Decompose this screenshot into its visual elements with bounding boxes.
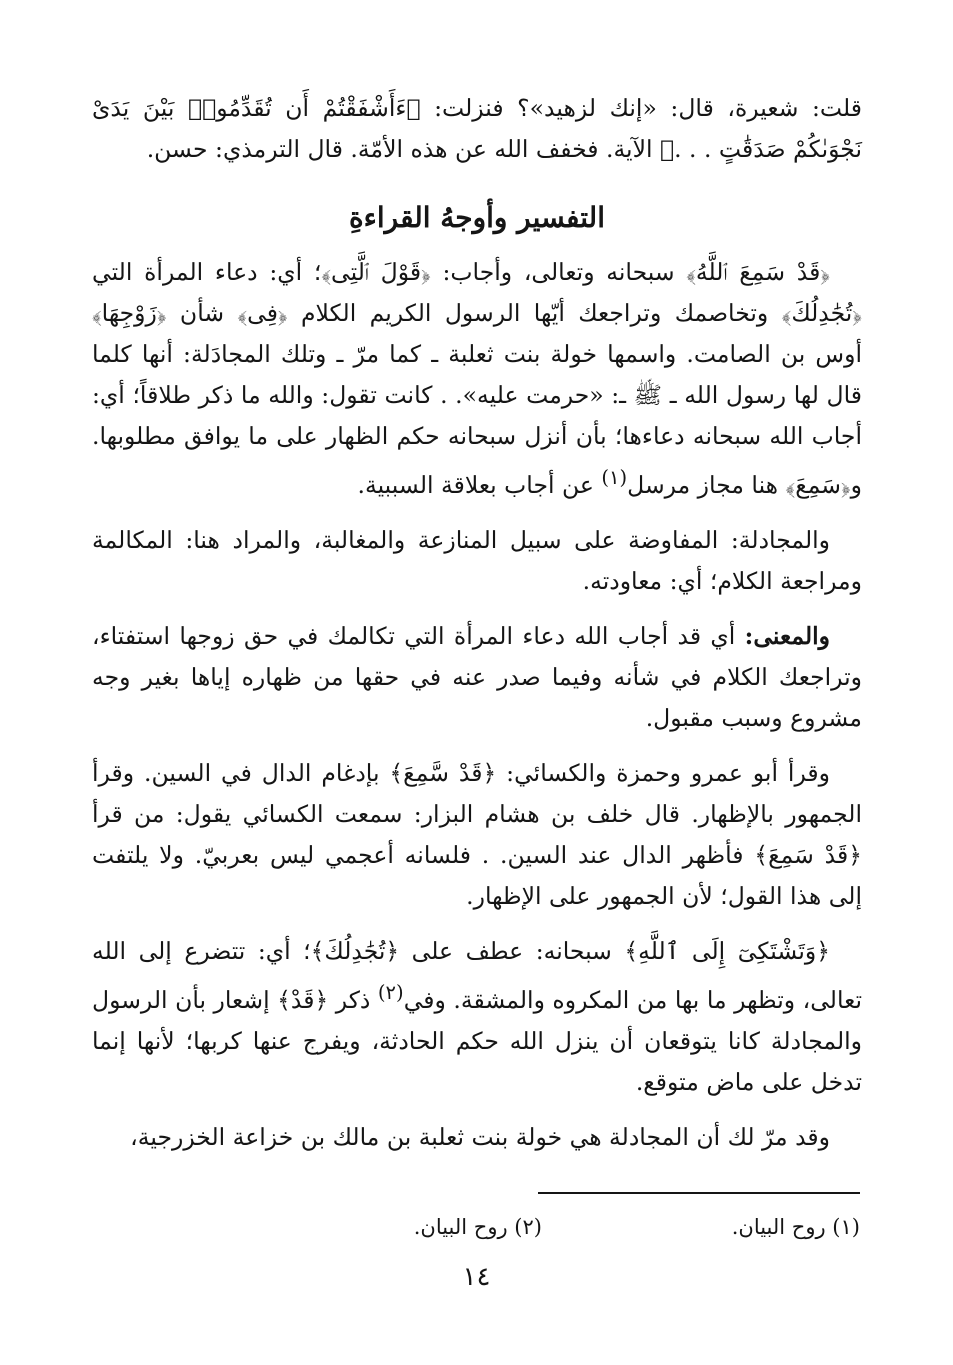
intro-paragraph: قلت: شعيرة، قال: «إنك لزهيد»؟ فنزلت: ﴿ءَأَشْفَقْتُمْ أَن تُقَدِّمُوا۟ بَيْنَ يَدَىْ نَجْوَىٰكُمْ صَدَقَٰتٍ . . .﴾ الآية. فخفف الله عن هذه الأمّة. قال الترمذي: حسن. bbox=[92, 94, 862, 163]
paragraph-readings: وقرأ أبو عمرو وحمزة والكسائي: ﴿قَدْ سَّمِعَ﴾ بإدغام الدال في السين. وقرأ الجمهور بالإظهار. قال خلف بن هشام البزار: سمعت الكسائي يقول: من قرأ ﴿قَدْ سَمِعَ﴾ فأظهر الدال عند السين. . فلسانه أعجمي ليس بعربيّ. ولا يلتفت إلى هذا القول؛ لأن الجمهور على الإظهار. bbox=[92, 758, 862, 910]
paragraph-text-tail: ذكر ﴿قَدْ﴾ إشعار بأن الرسول والمجادلة كانا يتوقعان أن ينزل الله حكم الحادثة، ويفرج عنها كربها؛ لأنها إنما تدخل على ماض متوقع. bbox=[92, 985, 862, 1096]
paragraph-tafsir bbox=[92, 252, 862, 506]
paragraph-text-tail: عن أجاب بعلاقة السببية. bbox=[357, 470, 602, 499]
paragraph-text: ﴿قَدْ سَمِعَ ٱللَّهُ﴾ سبحانه وتعالى، وأجاب: ﴿قَوْلَ ٱلَّتِى﴾؛ أي: دعاء المرأة التي ﴿تُجَٰدِلُكَ﴾ وتخاصمك وتراجعك أيّها الرسول الكريم الكلام ﴿فِى﴾ شأن ﴿زَوْجِهَا﴾ أوس بن الصامت. واسمها خولة بنت ثعلبة ـ كما مرّ ـ وتلك المجادَلة: أنها كلما قال لها رسول الله ـ ﷺ ـ: «حرمت عليه». . كانت تقول: والله ما ذكر طلاقاً؛ أي: أجاب الله سبحانه دعاءها؛ بأن أنزل سبحانه حكم الظهار على ما يوافق مطلوبها. و﴿سَمِعَ﴾ هنا مجاز مرسل bbox=[92, 258, 862, 499]
footnote-2: (٢) روح البيان. bbox=[413, 1215, 542, 1239]
paragraph-text: ﴿وَتَشْتَكِىٓ إِلَى ٱللَّهِ﴾ سبحانه: عطف على ﴿تُجَٰدِلُكَ﴾؛ أي: تتضرع إلى الله تعالى، وتظهر ما بها من المكروه والمشقة. وفي bbox=[92, 936, 862, 1014]
footnote-1: (١) روح البيان. bbox=[731, 1215, 860, 1239]
page-number: ١٤ bbox=[462, 1262, 491, 1292]
paragraph-complaint bbox=[92, 931, 862, 1103]
paragraph-khawla: وقد مرّ لك أن المجادلة هي خولة بنت ثعلبة بن مالك بن خزاعة الخزرجية، bbox=[130, 1122, 830, 1151]
footnote-ref-1: (١) bbox=[601, 466, 628, 489]
footnote-divider bbox=[538, 1192, 860, 1194]
section-heading: التفسير وأوجهُ القراءةِ bbox=[349, 201, 605, 234]
main-text bbox=[92, 88, 862, 1158]
meaning-label: والمعنى: bbox=[744, 621, 830, 650]
paragraph-text: أي قد أجاب الله دعاء المرأة التي تكالمك في حق زوجها استفتاء، وتراجعك الكلام في شأنه وفيما صدر عنه في حقها من ظهاره إياها بغير وجه مشروع وسبب مقبول. bbox=[92, 621, 862, 732]
paragraph-mujadala: والمجادلة: المفاوضة على سبيل المنازعة والمغالبة، والمراد هنا: المكالمة ومراجعة الكلام؛ أي: معاودته. bbox=[92, 525, 862, 595]
footnote-ref-2: (٢) bbox=[377, 980, 404, 1004]
paragraph-meaning bbox=[92, 616, 862, 739]
